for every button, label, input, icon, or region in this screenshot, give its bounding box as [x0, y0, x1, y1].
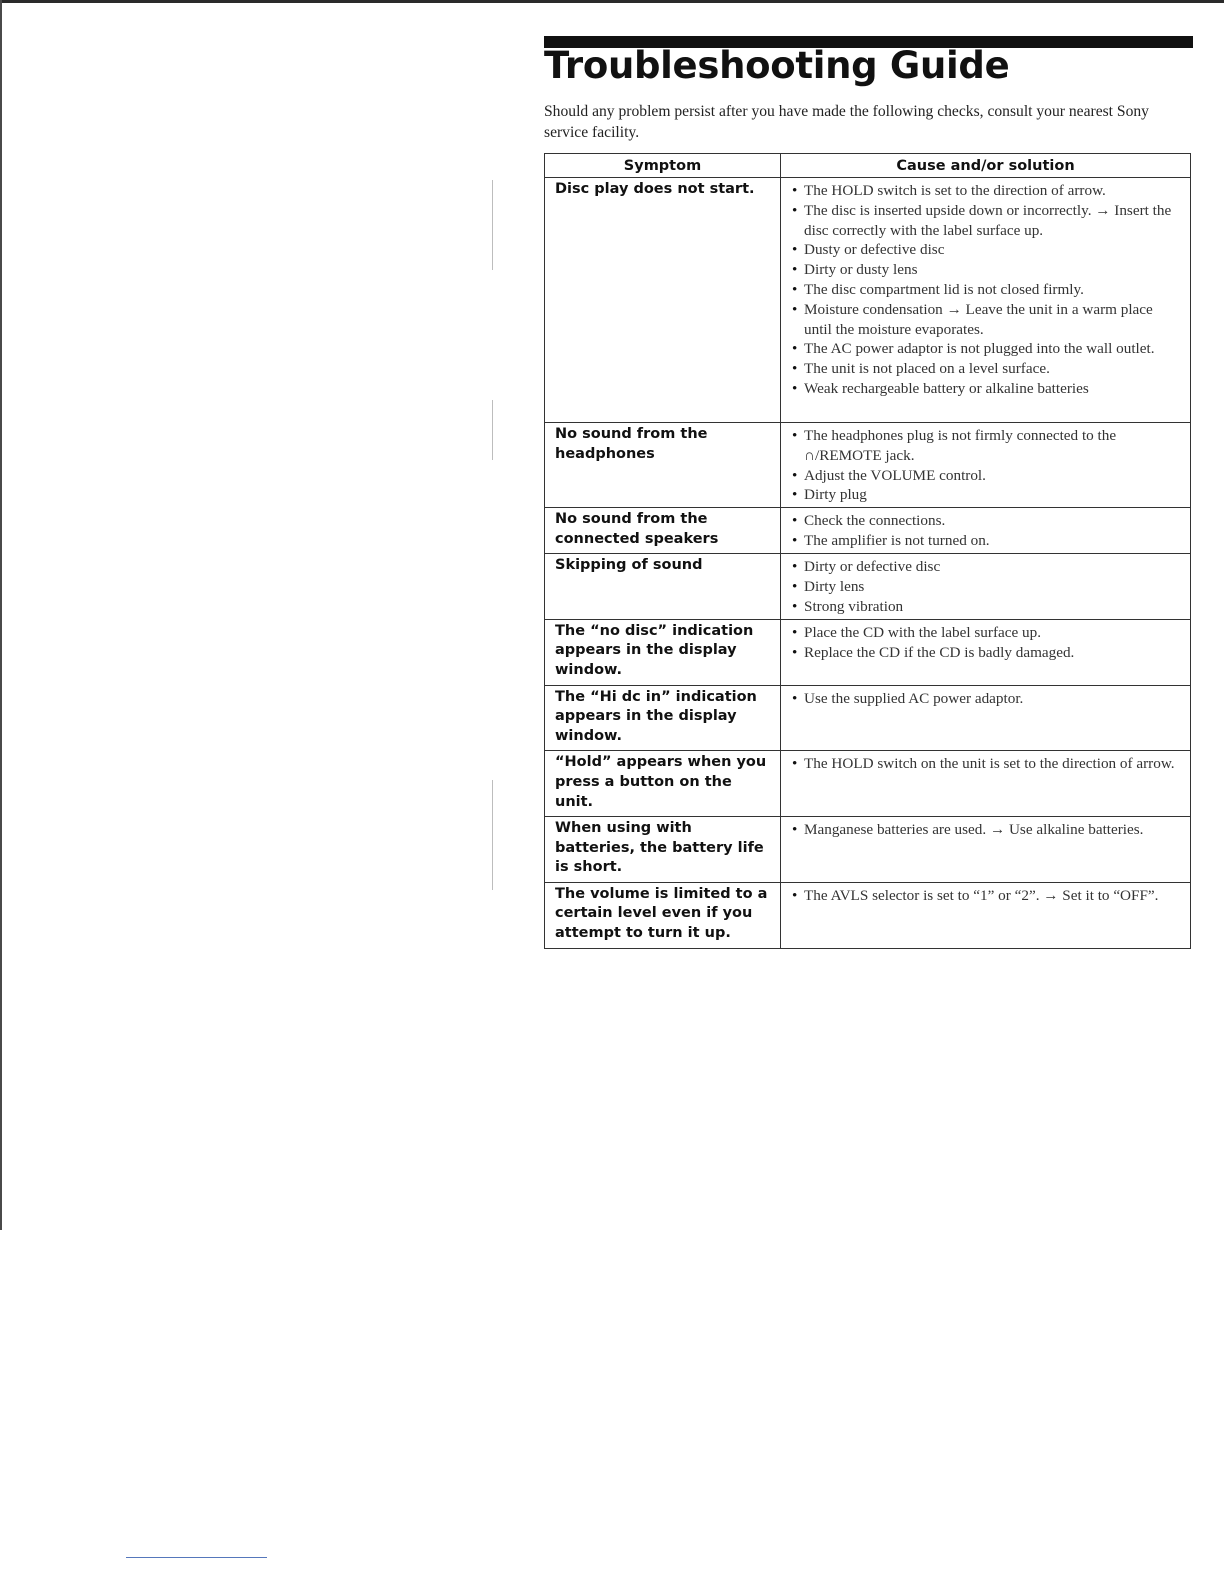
- cause-cell: [781, 817, 1191, 883]
- cause-item: • The disc compartment lid is not closed firmly.: [791, 280, 1176, 300]
- cause-header: Cause and/or solution: [781, 154, 1191, 178]
- cause-list: [791, 181, 1176, 399]
- table-row: [545, 508, 1191, 554]
- cause-item: • The HOLD switch is set to the direction of arrow.: [791, 181, 1176, 201]
- symptom-cell: When using with batteries, the battery life is short.: [545, 817, 781, 883]
- cause-item: • The amplifier is not turned on.: [791, 531, 1176, 551]
- cause-list: [791, 754, 1176, 774]
- table-row: [545, 554, 1191, 619]
- scan-bottom-rule: [126, 1557, 267, 1558]
- cause-list: [791, 557, 1176, 616]
- cause-cell: [781, 882, 1191, 948]
- symptom-cell: No sound from the headphones: [545, 423, 781, 508]
- cause-list: [791, 886, 1176, 906]
- cause-item: • Dirty plug: [791, 485, 1176, 505]
- cause-item: • Dirty lens: [791, 577, 1176, 597]
- cause-list: [791, 623, 1176, 663]
- gutter-mark: [492, 180, 493, 270]
- symptom-cell: The volume is limited to a certain level even if you attempt to turn it up.: [545, 882, 781, 948]
- table-row: [545, 423, 1191, 508]
- cause-item: • Strong vibration: [791, 597, 1176, 617]
- symptom-cell: “Hold” appears when you press a button on the unit.: [545, 751, 781, 817]
- cause-item: • The AC power adaptor is not plugged into the wall outlet.: [791, 339, 1176, 359]
- troubleshooting-table: [544, 153, 1191, 949]
- cause-item: • Replace the CD if the CD is badly damaged.: [791, 643, 1176, 663]
- cause-cell: [781, 423, 1191, 508]
- cause-list: [791, 511, 1176, 551]
- cause-item: • The headphones plug is not firmly connected to the ∩/REMOTE jack.: [791, 426, 1176, 466]
- cause-item: • Manganese batteries are used. → Use alkaline batteries.: [791, 820, 1176, 840]
- symptom-header: Symptom: [545, 154, 781, 178]
- cause-item: • Use the supplied AC power adaptor.: [791, 689, 1176, 709]
- symptom-cell: The “Hi dc in” indication appears in the display window.: [545, 685, 781, 751]
- cause-cell: [781, 508, 1191, 554]
- cause-cell: [781, 685, 1191, 751]
- cause-cell: [781, 619, 1191, 685]
- symptom-cell: Disc play does not start.: [545, 178, 781, 423]
- table-row: [545, 882, 1191, 948]
- scan-border-left: [0, 0, 2, 1230]
- cause-item: • The disc is inserted upside down or incorrectly. → Insert the disc correctly with the label surface up.: [791, 201, 1176, 241]
- cause-list: [791, 689, 1176, 709]
- cause-cell: [781, 751, 1191, 817]
- gutter-mark: [492, 400, 493, 460]
- cause-item: • The AVLS selector is set to “1” or “2”. → Set it to “OFF”.: [791, 886, 1176, 906]
- cause-item: • Dirty or dusty lens: [791, 260, 1176, 280]
- cause-cell: [781, 554, 1191, 619]
- table-row: [545, 178, 1191, 423]
- cause-list: [791, 426, 1176, 505]
- symptom-cell: Skipping of sound: [545, 554, 781, 619]
- page-title: Troubleshooting Guide: [544, 44, 1010, 87]
- symptom-cell: No sound from the connected speakers: [545, 508, 781, 554]
- cause-cell: [781, 178, 1191, 423]
- cause-item: • Moisture condensation → Leave the unit in a warm place until the moisture evaporates.: [791, 300, 1176, 340]
- table-row: [545, 619, 1191, 685]
- cause-item: • Adjust the VOLUME control.: [791, 466, 1176, 486]
- symptom-cell: The “no disc” indication appears in the display window.: [545, 619, 781, 685]
- cause-list: [791, 820, 1176, 840]
- cause-item: • Check the connections.: [791, 511, 1176, 531]
- table-row: [545, 817, 1191, 883]
- intro-paragraph: Should any problem persist after you have made the following checks, consult your nearest Sony service facility.: [544, 103, 1149, 141]
- cause-item: • Dusty or defective disc: [791, 240, 1176, 260]
- cause-item: • The unit is not placed on a level surface.: [791, 359, 1176, 379]
- scan-border-top: [0, 0, 1224, 3]
- table-body: [545, 178, 1191, 949]
- cause-item: • Dirty or defective disc: [791, 557, 1176, 577]
- gutter-mark: [492, 780, 493, 890]
- cause-item: • Weak rechargeable battery or alkaline batteries: [791, 379, 1176, 399]
- table-row: [545, 751, 1191, 817]
- table-row: [545, 685, 1191, 751]
- cause-item: • Place the CD with the label surface up.: [791, 623, 1176, 643]
- table-header-row: [545, 154, 1191, 178]
- cause-item: • The HOLD switch on the unit is set to the direction of arrow.: [791, 754, 1176, 774]
